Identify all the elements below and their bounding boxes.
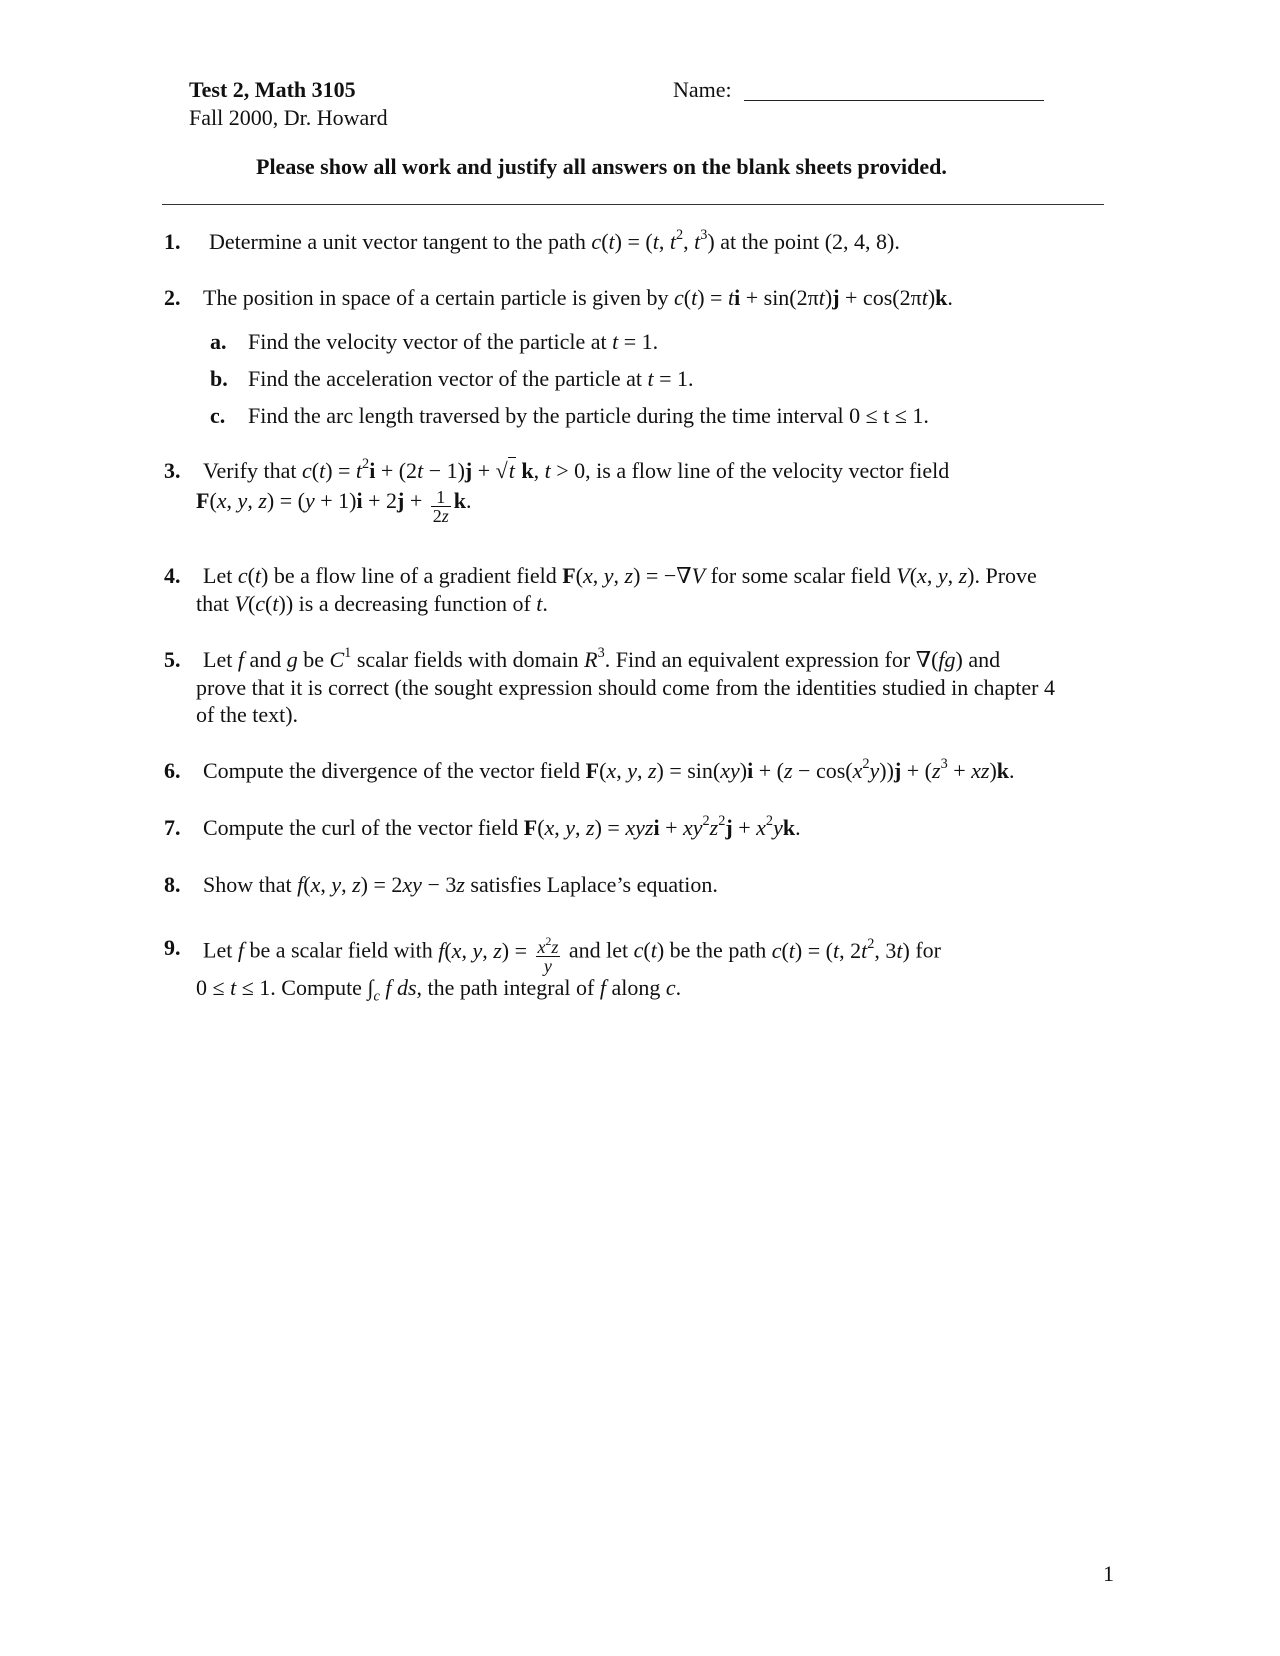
question-4-math-4: V(c(t)): [234, 591, 294, 616]
question-4-math-3: V(x, y, z).: [896, 563, 980, 588]
question-2a-var: t: [612, 329, 619, 354]
question-4-line-1: [203, 562, 1037, 590]
question-8-tail: satisfies Laplace’s equation.: [470, 872, 718, 897]
question-9-text-7: the path integral of: [427, 975, 595, 1000]
question-7-text: Compute the curl of the vector field: [203, 815, 519, 840]
question-4-text: Let: [203, 563, 233, 588]
question-5-math-3: ∇(fg) and: [915, 647, 1001, 672]
question-4-text-5a: that: [196, 591, 229, 616]
question-5-math-1: Let f and g be $C^1$: [203, 645, 352, 672]
question-8-math: f(x, y, z) = 2xy − 3z: [297, 872, 465, 897]
question-3-line-1: [203, 457, 949, 485]
question-2-text: The position in space of a certain particle is given by: [203, 285, 669, 310]
question-5-line-3: of the text).: [196, 702, 299, 727]
question-9-math-1: f: [237, 937, 244, 963]
question-9-text-3: and let: [568, 937, 629, 963]
question-9-math-6: $\int_c$ f ds,: [367, 975, 423, 1005]
question-7-number: 7.: [164, 815, 181, 840]
question-1-math: c(t) = (t, $t^2$, $t^3$): [591, 227, 715, 254]
question-2a-label: a.: [210, 329, 227, 354]
instructions: Please show all work and justify all answers on the blank sheets provided.: [256, 154, 947, 179]
question-1-number: 1.: [164, 229, 181, 254]
question-6-number: 6.: [164, 758, 181, 783]
question-1: [209, 228, 900, 256]
question-5-text-1: scalar fields with domain: [356, 647, 579, 672]
question-9-text-4: be the path: [669, 937, 767, 963]
question-9-math-2: f(x, y, z) = $\frac{x^2z}{y}$: [438, 934, 559, 976]
question-2a-text: Find the velocity vector of the particle at: [248, 329, 607, 354]
question-3-number: 3.: [164, 458, 181, 483]
question-9-text-5: for: [915, 937, 941, 963]
question-2b: [248, 365, 694, 393]
question-3-tail: is a flow line of the velocity vector field: [596, 458, 950, 483]
question-2b-tail: = 1.: [659, 366, 694, 391]
question-4-text-3: for some scalar field: [710, 563, 891, 588]
question-2a: [248, 328, 658, 356]
question-6-math: F(x, y, $z) = \sin(xy)i + (z - \cos(x^2y))j + (z^3 + xz)k$.: [585, 756, 1015, 783]
question-1-text: Determine a unit vector tangent to the path: [209, 229, 586, 254]
question-2b-var: t: [647, 366, 654, 391]
question-2-number: 2.: [164, 285, 181, 310]
question-4-math-1: c(t): [237, 563, 269, 588]
question-2b-text: Find the acceleration vector of the particle at: [248, 366, 642, 391]
question-2c-label: c.: [210, 403, 226, 428]
question-2: [203, 284, 953, 312]
question-4-text-2: be a flow line of a gradient field: [273, 563, 557, 588]
question-4-number: 4.: [164, 563, 181, 588]
question-2c: [248, 402, 929, 430]
question-4-text-4: Prove: [985, 563, 1037, 588]
question-9-line-1: [203, 934, 941, 976]
question-5-line-2: prove that it is correct (the sought expression should come from the identities studied in chapter 4: [196, 675, 1056, 700]
question-5-text-2: Find an equivalent expression for: [615, 647, 911, 672]
question-9-text-6: Compute: [281, 975, 362, 1000]
question-8: [203, 871, 718, 899]
question-6-text: Compute the divergence of the vector field: [203, 758, 581, 783]
question-9-math-7: f: [599, 975, 606, 1000]
question-8-number: 8.: [164, 872, 181, 897]
question-5-number: 5.: [164, 647, 181, 672]
question-2b-label: b.: [210, 366, 228, 391]
question-7-math: F(x, y, z) = xyzi + $xy^2z^2j + x^2yk$.: [523, 813, 801, 840]
question-3-text: Verify that: [203, 458, 297, 483]
question-9-text-1: Let: [203, 937, 233, 963]
question-9-text-2: be a scalar field with: [249, 937, 433, 963]
question-1-tail: at the point (2, 4, 8).: [720, 229, 900, 254]
question-9-line-2: [196, 974, 682, 1005]
question-3-field: F(x, y, z) = (y + 1)i + 2j + $\frac{1}{2z}$ k.: [196, 487, 472, 526]
question-9-math-8: c.: [665, 975, 682, 1000]
question-4-math-5: t.: [536, 591, 548, 616]
question-4-math-2: F(x, y, z) = −∇V: [562, 563, 706, 588]
question-5-line-1: [203, 646, 1000, 674]
question-7: [203, 814, 801, 842]
question-9-math-3: c(t): [633, 937, 665, 963]
exam-title: Test 2, Math 3105: [189, 77, 356, 102]
question-3-math: $c(t) = t^2i + (2t - 1)j + √t$ k, t > 0,: [301, 456, 591, 483]
question-2a-tail: = 1.: [623, 329, 659, 354]
exam-term: Fall 2000, Dr. Howard: [189, 105, 388, 130]
question-9-text-8: along: [611, 975, 661, 1000]
question-3-line-2: [196, 484, 472, 526]
page-number: 1: [1103, 1561, 1114, 1586]
question-9-number: 9.: [164, 935, 181, 960]
question-6: [203, 757, 1015, 785]
question-2-math: c(t) = ti + sin(2πt)j + cos(2πt)k.: [674, 285, 953, 310]
question-4-text-5: is a decreasing function of: [298, 591, 531, 616]
question-5-math-2: $R^3$.: [584, 645, 611, 672]
header-divider: [162, 204, 1104, 205]
name-label: Name:: [673, 77, 732, 102]
question-2c-tail: 0 ≤ t ≤ 1.: [849, 403, 929, 428]
name-blank-line[interactable]: [744, 100, 1044, 101]
question-8-text: Show that: [203, 872, 292, 897]
question-9-math-4: c(t) = (t, $2t^2$, 3t): [771, 935, 910, 963]
question-4-line-2: [196, 590, 548, 618]
question-2c-text: Find the arc length traversed by the particle during the time interval: [248, 403, 844, 428]
question-9-math-5: 0 ≤ t ≤ 1.: [196, 975, 276, 1000]
